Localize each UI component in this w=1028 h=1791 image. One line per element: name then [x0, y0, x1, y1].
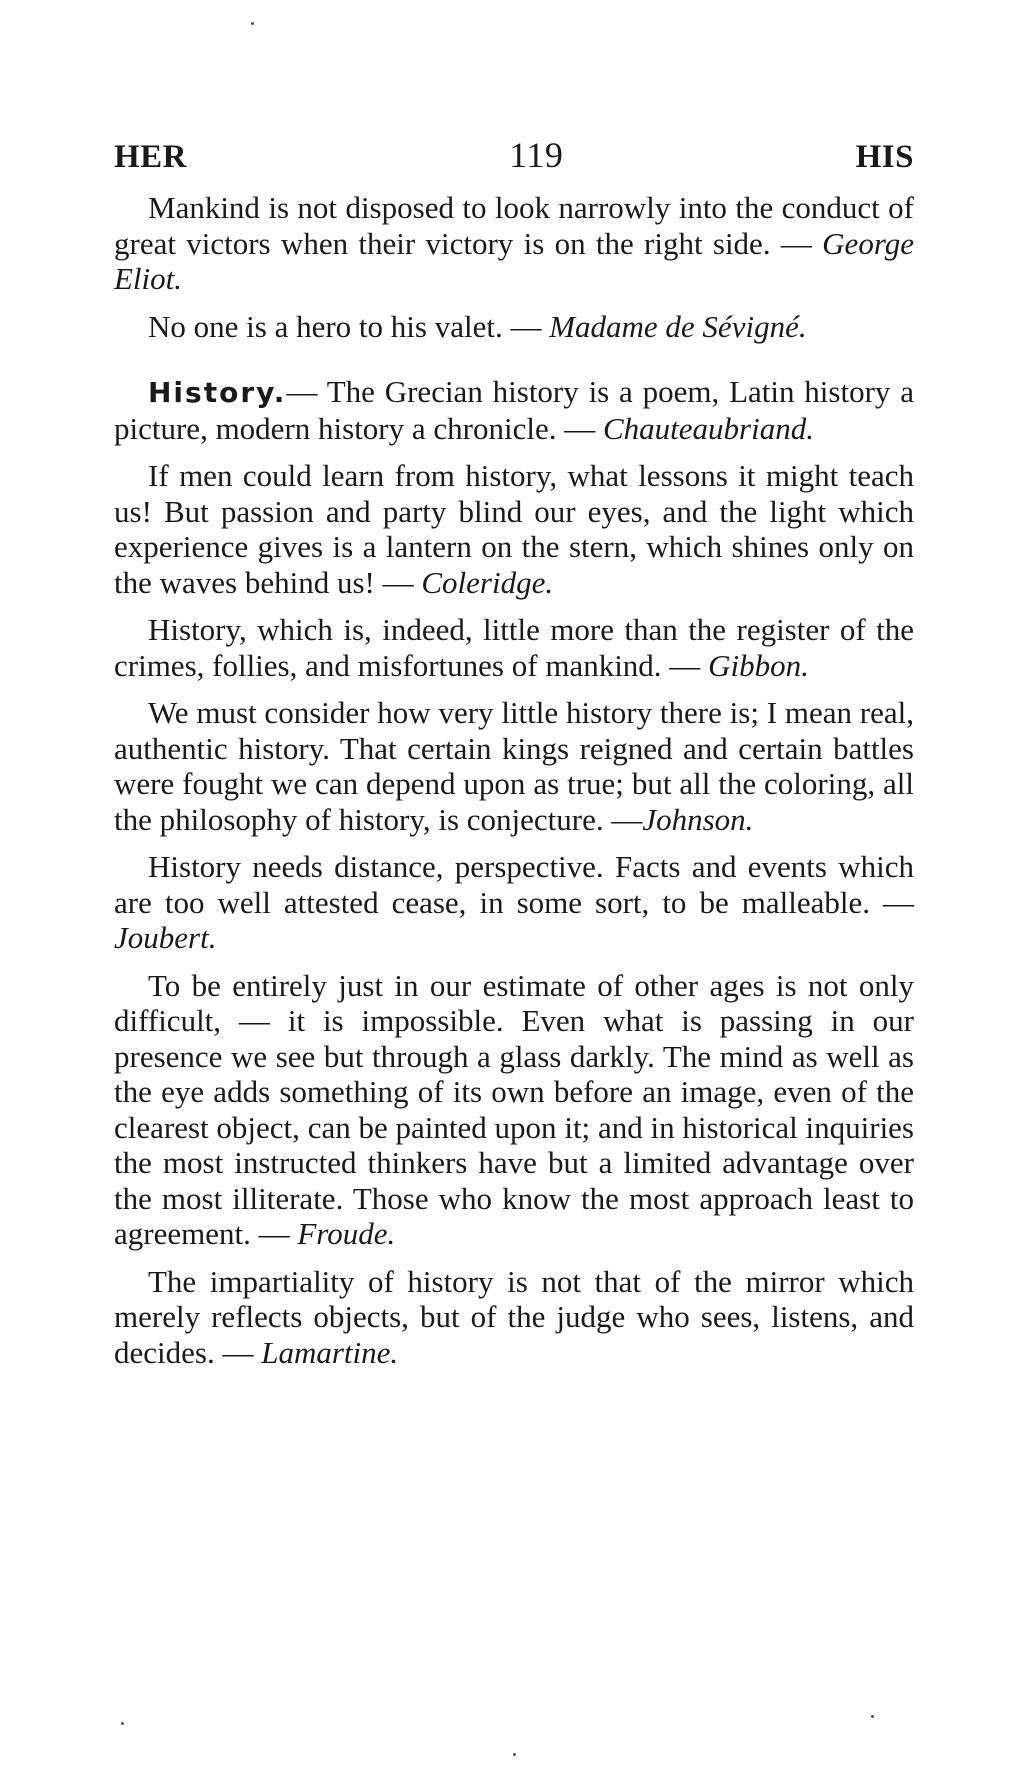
header-right-word: HIS [855, 139, 914, 175]
quote-text: No one is a hero to his valet. — [148, 308, 550, 344]
quote-entry [114, 458, 914, 600]
running-head [114, 134, 914, 190]
topic-heading: History. [148, 376, 287, 409]
quote-text: To be entirely just in our estimate of other ages is not only difficult, — it is impossible. Even what is passing in our presence we see but through a glass darkly. The mind as well as the eye adds something of its own before an image, even of the clearest object, can be painted upon it; and in historical inquiries the most instructed thinkers have but a limited advantage over the most illiterate. Those who know the most approach least to agreement. — [114, 967, 914, 1251]
quote-entry [114, 190, 914, 297]
page-number: 119 [509, 135, 564, 175]
quote-author: Johnson. [642, 801, 754, 837]
paper-speck [871, 1715, 874, 1718]
quote-author: Lamartine. [261, 1334, 399, 1370]
quote-author: George Eliot. [114, 225, 914, 296]
quote-author: Joubert. [114, 920, 217, 955]
quote-text: — The Grecian history is a poem, Latin history a picture, modern history a chronicle. — [114, 374, 914, 446]
quote-text: We must consider how very little history there is; I mean real, authentic history. That certain kings reigned and certain battles were fought we can depend upon as true; but all the coloring, all the philosophy of history, is conjecture. — [114, 695, 914, 837]
quote-author: Gibbon. [708, 647, 809, 683]
book-page [114, 134, 914, 1382]
quote-author: Coleridge. [421, 564, 554, 600]
quote-entry [114, 374, 914, 446]
quote-text: History needs distance, perspective. Facts and events which are too well attested cease, in some sort, to be malleable. — [114, 849, 914, 920]
quote-entry [114, 695, 914, 837]
header-left-word: HER [114, 139, 188, 175]
quote-text: History, which is, indeed, little more than the register of the crimes, follies, and misfortunes of mankind. — [114, 612, 914, 683]
paper-speck [251, 22, 254, 25]
quote-entry [114, 968, 914, 1252]
quote-entry [114, 849, 914, 956]
quote-author: Madame de Sévigné. [549, 308, 807, 344]
quote-author: Froude. [297, 1216, 396, 1251]
quote-text: The impartiality of history is not that of the mirror which merely reflects objects, but of the judge who sees, listens, and decides. — [114, 1263, 914, 1370]
quote-entry [114, 309, 914, 345]
quote-text: Mankind is not disposed to look narrowly into the conduct of great victors when their victory is on the right side. — [114, 190, 914, 261]
quote-entry [114, 1264, 914, 1371]
quote-entry [114, 612, 914, 683]
quote-author: Chauteaubriand. [602, 410, 814, 446]
paper-speck [121, 1722, 124, 1725]
paper-speck [513, 1753, 516, 1756]
quote-text: If men could learn from history, what lessons it might teach us! But passion and party blind our eyes, and the light which experience gives is a lantern on the stern, which shines only on the waves behind us! — [114, 458, 914, 600]
